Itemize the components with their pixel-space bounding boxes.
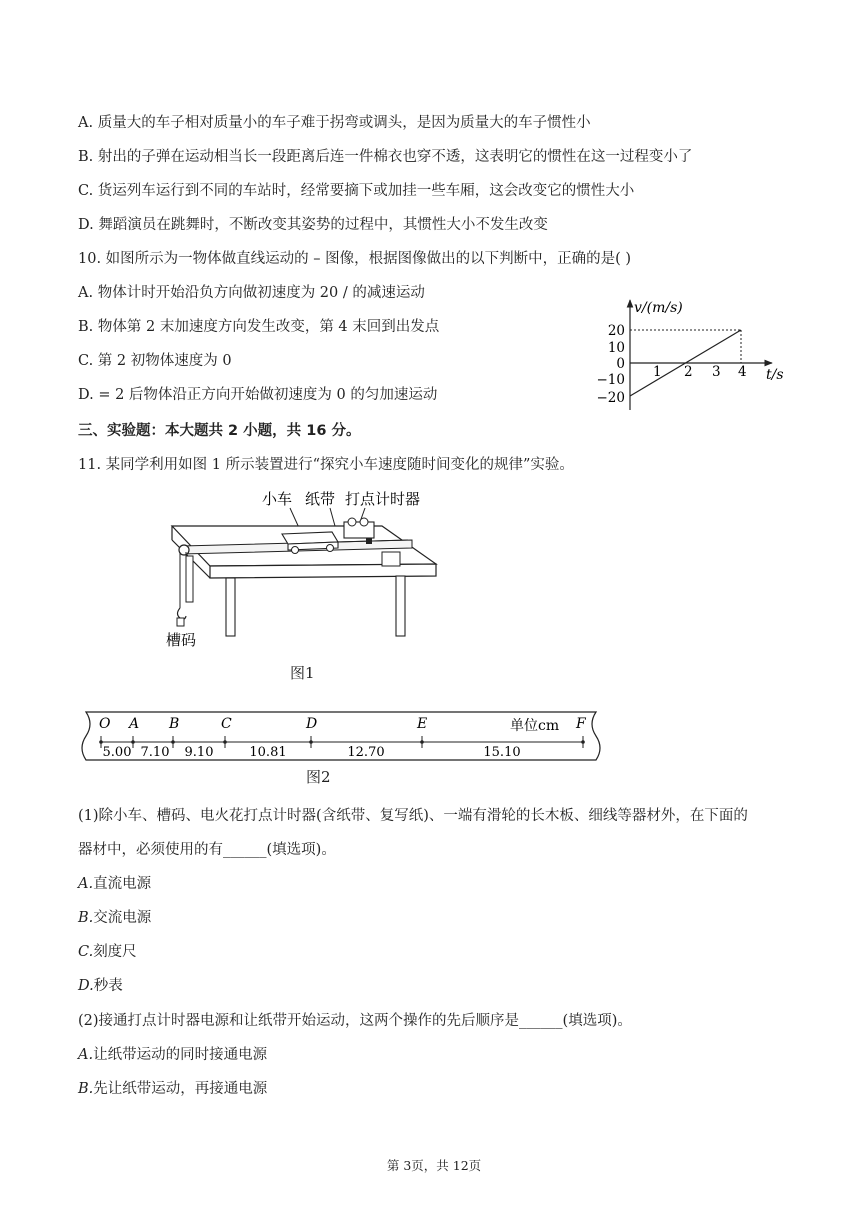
tape-point-label: A	[129, 716, 140, 732]
graph-xtick: 4	[738, 364, 747, 380]
tape-point-label: E	[417, 716, 428, 732]
tape-segment: 15.10	[483, 745, 521, 760]
tape-unit: 单位cm	[510, 718, 560, 734]
q11-part1-option-c: C.刻度尺	[78, 944, 137, 960]
tape-point-label: F	[576, 716, 586, 732]
q10-option-b: B. 物体第 2 末加速度方向发生改变，第 4 末回到出发点	[78, 319, 440, 335]
figure-1-caption: 图1	[290, 664, 315, 682]
graph-xtick: 2	[684, 364, 693, 380]
q9-option-b: B. 射出的子弹在运动相当长一段距离后连一件棉衣也穿不透，这表明它的惯性在这一过程变小了	[78, 149, 693, 165]
q10-stem: 10. 如图所示为一物体做直线运动的 – 图像，根据图像做出的以下判断中，正确的是( )	[78, 251, 632, 267]
tape-segment: 12.70	[347, 745, 385, 760]
vt-graph	[590, 292, 800, 418]
tape-point-label: D	[306, 716, 318, 732]
graph-xtick: 3	[712, 364, 721, 380]
tape-segment: 9.10	[184, 745, 214, 760]
q11-part1-option-a: A.直流电源	[78, 876, 152, 892]
q10-option-d: D. = 2 后物体沿正方向开始做初速度为 0 的匀加速运动	[78, 387, 438, 403]
graph-ytick: 10	[607, 340, 625, 356]
q9-option-d: D. 舞蹈演员在跳舞时，不断改变其姿势的过程中，其惯性大小不发生改变	[78, 217, 548, 233]
graph-xlabel: t/s	[766, 367, 784, 383]
q11-stem: 11. 某同学利用如图 1 所示装置进行“探究小车速度随时间变化的规律”实验。	[78, 457, 574, 473]
label-tape: 纸带	[305, 490, 336, 508]
tape-point-label: C	[221, 716, 232, 732]
graph-ytick: 0	[616, 356, 625, 372]
tape-segment: 5.00	[102, 745, 132, 760]
label-cart: 小车	[262, 490, 293, 508]
page-footer: 第 3页，共 12页	[386, 1158, 482, 1173]
label-timer: 打点计时器	[345, 490, 421, 508]
q11-part2-stem: (2)接通打点计时器电源和让纸带开始运动，这两个操作的先后顺序是______(填选项)。	[78, 1013, 632, 1029]
graph-ytick: −20	[596, 390, 625, 406]
tape-point-label: B	[169, 716, 180, 732]
graph-xtick: 1	[653, 364, 662, 380]
tape-point-label: O	[99, 716, 111, 732]
figure-2-caption: 图2	[306, 768, 331, 786]
q10-option-c: C. 第 2 初物体速度为 0	[78, 353, 232, 369]
q11-part1-option-b: B.交流电源	[78, 910, 152, 926]
label-weight: 槽码	[166, 631, 197, 649]
tape-segment: 10.81	[249, 745, 287, 760]
figure-2-tape	[78, 706, 608, 766]
q10-option-a: A. 物体计时开始沿负方向做初速度为 20 / 的减速运动	[78, 285, 425, 301]
graph-ytick: 20	[607, 323, 625, 339]
figure-1-apparatus	[160, 482, 450, 682]
q9-option-c: C. 货运列车运行到不同的车站时，经常要摘下或加挂一些车厢，这会改变它的惯性大小	[78, 183, 635, 199]
q9-option-a: A. 质量大的车子相对质量小的车子难于拐弯或调头，是因为质量大的车子惯性小	[78, 115, 591, 131]
q11-part1-line1: (1)除小车、槽码、电火花打点计时器(含纸带、复写纸)、一端有滑轮的长木板、细线等器材外，在下面的	[78, 808, 748, 824]
q11-part1-option-d: D.秒表	[78, 978, 123, 994]
graph-ylabel: v/(m/s)	[634, 300, 683, 316]
graph-ytick: −10	[596, 372, 625, 388]
q11-part2-option-b: B.先让纸带运动，再接通电源	[78, 1081, 268, 1097]
q11-part1-line2: 器材中，必须使用的有______(填选项)。	[78, 842, 336, 858]
tape-segment: 7.10	[140, 745, 170, 760]
q11-part2-option-a: A.让纸带运动的同时接通电源	[78, 1047, 268, 1063]
section-heading: 三、实验题：本大题共 2 小题，共 16 分。	[78, 423, 361, 439]
